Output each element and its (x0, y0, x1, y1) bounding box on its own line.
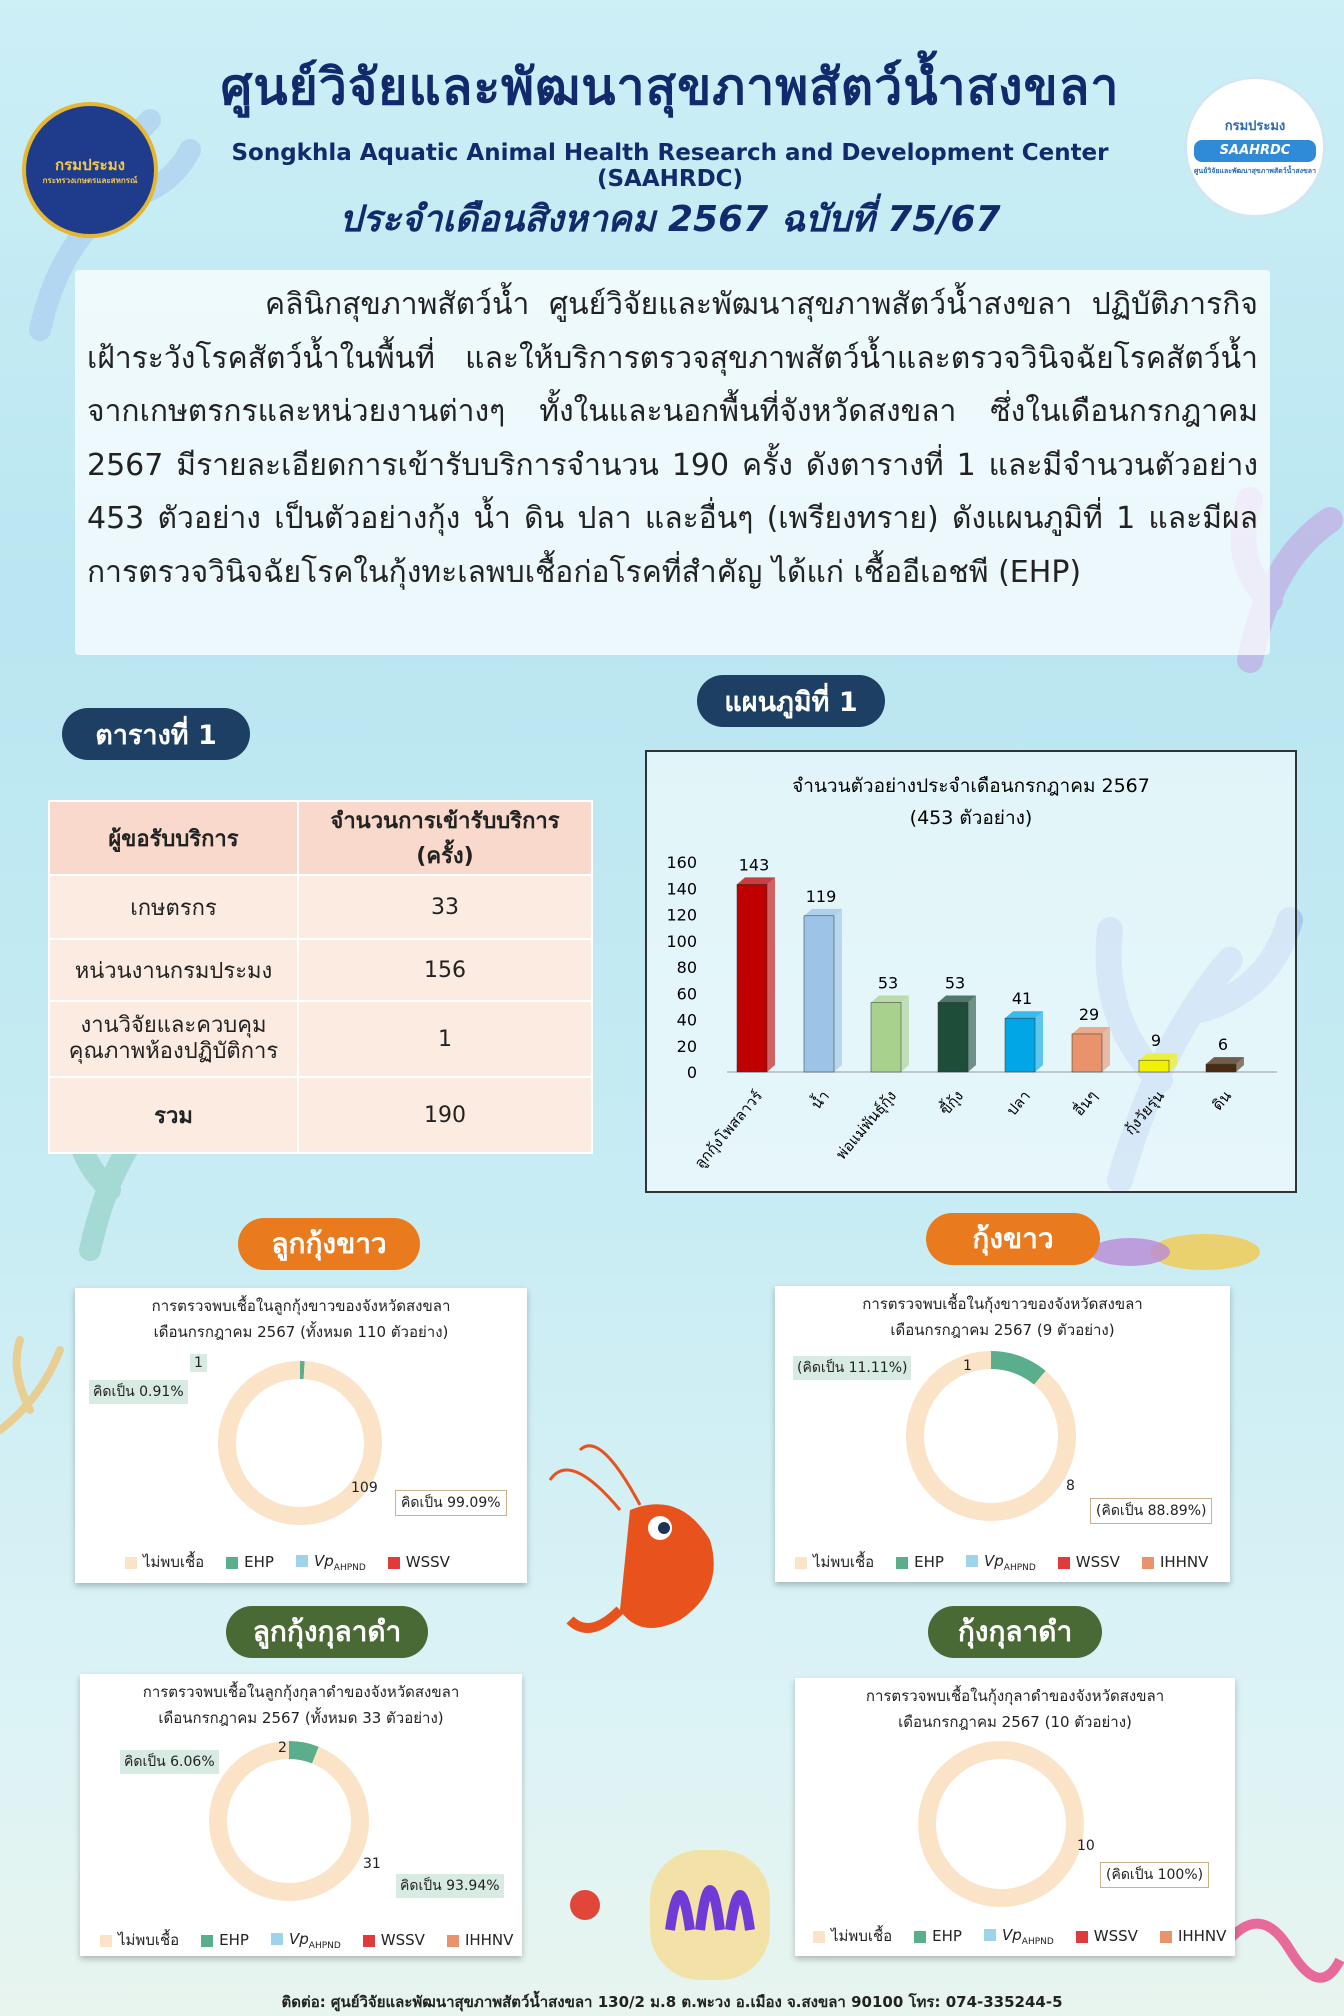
legend-item: ไม่พบเชื้อ (100, 1928, 179, 1952)
donut-subtitle: เดือนกรกฎาคม 2567 (9 ตัวอย่าง) (890, 1321, 1115, 1339)
percent-label-none: (คิดเป็น 88.89%) (1090, 1498, 1212, 1524)
legend-item: WSSV (1058, 1553, 1120, 1571)
percent-label-none: คิดเป็น 93.94% (396, 1874, 504, 1898)
legend-item: $Vp_{AHPND}$ (966, 1552, 1036, 1573)
chart-title: จำนวนตัวอย่างประจำเดือนกรกฎาคม 2567 (792, 775, 1150, 797)
bar (804, 909, 842, 1072)
legend-item: ไม่พบเชื้อ (125, 1550, 204, 1574)
x-tick-label: น้ำ (807, 1087, 834, 1113)
table-total-label: รวม (49, 1077, 298, 1153)
table-cell: 33 (298, 875, 592, 939)
table-cell: 156 (298, 939, 592, 1001)
y-tick-label: 80 (676, 958, 697, 977)
donut-card-black-tiger-shrimp (795, 1678, 1235, 1956)
table-cell: งานวิจัยและควบคุมคุณภาพห้องปฏิบัติการ (49, 1001, 298, 1077)
page-title-english: Songkhla Aquatic Animal Health Research and Development Center (SAAHRDC) (231, 140, 1109, 192)
bar-value-label: 9 (1150, 1031, 1162, 1051)
page-title-thai: ศูนย์วิจัยและพัฒนาสุขภาพสัตว์น้ำสงขลา (220, 58, 1120, 116)
bar-value-label: 41 (1011, 989, 1033, 1009)
percent-label-ehp: คิดเป็น 0.91% (89, 1380, 188, 1404)
donut-subtitle: เดือนกรกฎาคม 2567 (ทั้งหมด 33 ตัวอย่าง) (158, 1709, 444, 1727)
percent-label-none: (คิดเป็น 100%) (1100, 1862, 1209, 1888)
saahrdc-logo: กรมประมง SAAHRDC ศูนย์วิจัยและพัฒนาสุขภาพสัตว์น้ำสงขลา (1184, 76, 1326, 218)
donut-chart (915, 1738, 1087, 1910)
bar (1139, 1053, 1177, 1072)
y-tick-label: 0 (686, 1063, 697, 1082)
donut-slice-ehp (289, 1750, 315, 1755)
table-header: ผู้ขอรับบริการ (49, 801, 298, 875)
intro-paragraph: คลินิกสุขภาพสัตว์น้ำ ศูนย์วิจัยและพัฒนาสุขภาพสัตว์น้ำสงขลา ปฏิบัติภารกิจเฝ้าระวังโรคสัตว์น้ำในพื้นที่ และให้บริการตรวจสุขภาพสัตว์น้ำและตรวจวินิจฉัยโรคสัตว์น้ำจากเกษตรกรและหน่วยงานต่างๆ ทั้งในและนอกพื้นที่จังหวัดสงขลา ซึ่งในเดือนกรกฎาคม 2567 มีรายละเอียดการเข้ารับบริการจำนวน 190 ครั้ง ดังตารางที่ 1 และมีจำนวนตัวอย่าง 453 ตัวอย่าง เป็นตัวอย่างกุ้ง น้ำ ดิน ปลา และอื่นๆ (เพรียงทราย) ดังแผนภูมิที่ 1 และมีผลการตรวจวินิจฉัยโรคในกุ้งทะเลพบเชื้อก่อโรคที่สำคัญ ได้แก่ เชื้ออีเอชพี (EHP) (75, 270, 1270, 655)
legend-item: $Vp_{AHPND}$ (271, 1930, 341, 1951)
x-tick-label: ดิน (1208, 1087, 1236, 1114)
x-tick-label: อื่นๆ (1069, 1087, 1102, 1120)
table-row (49, 939, 592, 1001)
x-tick-label: พ่อแม่พันธุ์กุ้ง (832, 1087, 901, 1164)
bar-chart-panel (645, 750, 1297, 1193)
table-header: จำนวนการเข้ารับบริการ (ครั้ง) (298, 801, 592, 875)
donut-legend (100, 1928, 513, 1952)
table-row (49, 875, 592, 939)
table-row (49, 1001, 592, 1077)
legend-item: EHP (226, 1553, 274, 1571)
donut-card-white-shrimp-larvae (75, 1288, 527, 1583)
donut-card-black-tiger-larvae (80, 1674, 522, 1956)
legend-item: EHP (914, 1927, 962, 1945)
section-label-black-tiger-larvae: ลูกกุ้งกุลาดำ (226, 1606, 428, 1658)
bar-chart (647, 752, 1295, 1191)
table-header-row (49, 801, 592, 875)
bar-value-label: 29 (1078, 1004, 1100, 1024)
y-tick-label: 20 (676, 1036, 697, 1056)
value-label-ehp: 2 (278, 1740, 287, 1756)
table-total-row (49, 1077, 592, 1153)
bar (871, 995, 909, 1072)
value-label-none: 109 (351, 1480, 378, 1496)
legend-item: IHHNV (447, 1931, 513, 1949)
bar (938, 995, 976, 1072)
donut-title: การตรวจพบเชื้อในกุ้งกุลาดำของจังหวัดสงขลา (865, 1687, 1165, 1705)
x-tick-label: ขี้กุ้ง (936, 1087, 968, 1120)
donut-chart (215, 1358, 385, 1528)
bar-value-label: 53 (877, 973, 899, 993)
value-label-ehp: 1 (190, 1354, 207, 1372)
y-tick-label: 120 (666, 905, 697, 925)
bar (1072, 1027, 1110, 1072)
y-tick-label: 140 (666, 879, 697, 899)
y-tick-label: 60 (676, 984, 697, 1004)
bar (737, 877, 775, 1072)
legend-item: EHP (896, 1553, 944, 1571)
value-label-none: 8 (1066, 1478, 1075, 1494)
percent-label-ehp: คิดเป็น 6.06% (120, 1750, 219, 1774)
x-tick-label: ปลา (1002, 1087, 1035, 1120)
table-total-value: 190 (298, 1077, 592, 1153)
y-tick-label: 40 (676, 1010, 697, 1030)
bar (1005, 1011, 1043, 1072)
percent-label-ehp: (คิดเป็น 11.11%) (793, 1356, 911, 1380)
value-label-ehp: 1 (963, 1358, 972, 1374)
legend-item: ไม่พบเชื้อ (813, 1924, 892, 1948)
donut-slice-ehp (991, 1360, 1040, 1378)
donut-title: การตรวจพบเชื้อในลูกกุ้งกุลาดำของจังหวัดสงขลา (142, 1683, 460, 1701)
donut-title: การตรวจพบเชื้อในลูกกุ้งขาวของจังหวัดสงขลา (151, 1297, 451, 1315)
bar-value-label: 143 (738, 855, 770, 875)
donut-legend (125, 1550, 450, 1574)
legend-item: ไม่พบเชื้อ (795, 1550, 874, 1574)
legend-item: WSSV (363, 1931, 425, 1949)
legend-item: WSSV (1076, 1927, 1138, 1945)
table-cell: หน่วนงานกรมประมง (49, 939, 298, 1001)
table-cell: 1 (298, 1001, 592, 1077)
y-tick-label: 160 (666, 853, 697, 872)
chart-1-label: แผนภูมิที่ 1 (697, 675, 885, 727)
donut-slice-none (218, 1750, 360, 1892)
section-label-white-shrimp: กุ้งขาว (926, 1213, 1100, 1265)
donut-chart (903, 1348, 1079, 1524)
value-label-none: 10 (1077, 1838, 1095, 1854)
table-cell: เกษตรกร (49, 875, 298, 939)
section-label-white-shrimp-larvae: ลูกกุ้งขาว (238, 1218, 420, 1270)
donut-legend (795, 1550, 1208, 1574)
legend-item: IHHNV (1142, 1553, 1208, 1571)
donut-slice-none (927, 1750, 1075, 1898)
x-tick-label: กุ้งวัยรุ่น (1120, 1087, 1169, 1139)
x-tick-label: ลูกกุ้งโพสลาวร์ (690, 1087, 767, 1173)
value-label-none: 31 (363, 1856, 381, 1872)
donut-title: การตรวจพบเชื้อในกุ้งขาวของจังหวัดสงขลา (862, 1295, 1143, 1313)
issue-label: ประจำเดือนสิงหาคม 2567 ฉบับที่ 75/67 (339, 199, 1001, 240)
service-table (48, 800, 593, 1154)
donut-slice-none (915, 1360, 1067, 1512)
legend-item: EHP (201, 1931, 249, 1949)
legend-item: IHHNV (1160, 1927, 1226, 1945)
legend-item: $Vp_{AHPND}$ (984, 1926, 1054, 1947)
donut-subtitle: เดือนกรกฎาคม 2567 (10 ตัวอย่าง) (898, 1713, 1132, 1731)
chart-subtitle: (453 ตัวอย่าง) (909, 807, 1033, 829)
legend-item: WSSV (388, 1553, 450, 1571)
table-1-label: ตารางที่ 1 (62, 708, 250, 760)
contact-footer: ติดต่อ: ศูนย์วิจัยและพัฒนาสุขภาพสัตว์น้ำสงขลา 130/2 ม.8 ต.พะวง อ.เมือง จ.สงขลา 90100 โทร: 074-335244-5 (281, 1993, 1063, 2011)
bar (1206, 1057, 1244, 1072)
legend-item: $Vp_{AHPND}$ (296, 1552, 366, 1573)
donut-subtitle: เดือนกรกฎาคม 2567 (ทั้งหมด 110 ตัวอย่าง) (153, 1323, 449, 1341)
donut-card-white-shrimp (775, 1286, 1230, 1582)
y-tick-label: 100 (666, 931, 697, 951)
donut-chart (206, 1738, 372, 1904)
bar-value-label: 6 (1217, 1035, 1229, 1055)
department-of-fisheries-logo: กรมประมง กระทรวงเกษตรและสหกรณ์ (22, 102, 158, 238)
percent-label-none: คิดเป็น 99.09% (395, 1490, 507, 1516)
bar-value-label: 53 (944, 973, 966, 993)
section-label-black-tiger-shrimp: กุ้งกุลาดำ (928, 1606, 1102, 1658)
donut-legend (813, 1924, 1226, 1948)
bar-value-label: 119 (805, 886, 837, 906)
